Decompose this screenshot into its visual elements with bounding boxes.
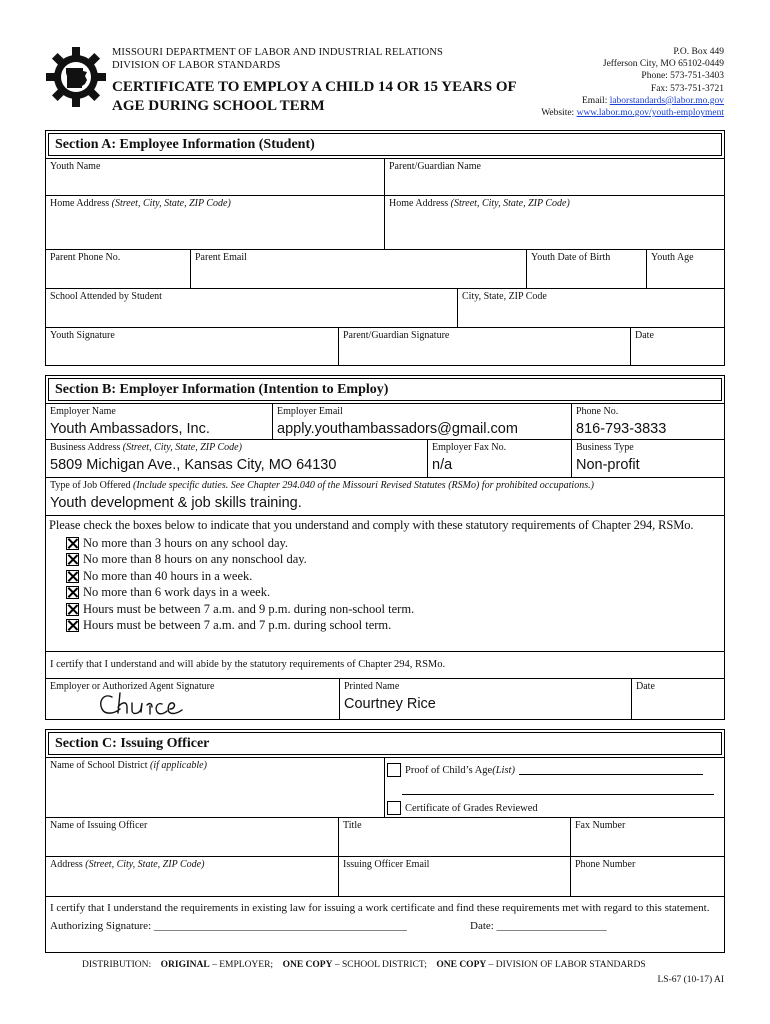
section-c-row-2 xyxy=(45,818,725,857)
distribution-copy-2-to: – DIVISION OF LABOR STANDARDS xyxy=(486,960,646,970)
parent-address-label xyxy=(389,198,720,210)
business-address-hint: (Street, City, State, ZIP Code) xyxy=(122,442,242,453)
section-c-certify-row xyxy=(45,897,725,953)
officer-address-field[interactable] xyxy=(46,857,339,896)
contact-fax: Fax: 573-751-3721 xyxy=(650,83,724,94)
youth-age-label: Youth Age xyxy=(651,252,694,263)
section-b-date-field[interactable] xyxy=(632,679,724,719)
requirements-block xyxy=(46,516,724,651)
officer-title-field[interactable] xyxy=(339,818,571,856)
requirement-text: Hours must be between 7 a.m. and 7 p.m. during school term. xyxy=(83,618,392,633)
requirement-item[interactable] xyxy=(66,585,721,602)
section-a-date-label: Date xyxy=(635,330,654,341)
section-c-row-3 xyxy=(45,857,725,897)
officer-certify-block xyxy=(46,897,724,952)
requirement-item[interactable] xyxy=(66,618,721,635)
parent-address-field[interactable] xyxy=(385,196,724,249)
officer-certify: I certify that I understand the requirements in existing law for issuing a work certificate and find these requirements met with regard to this statement. xyxy=(50,902,710,914)
officer-phone-label: Phone Number xyxy=(575,859,636,870)
business-address-label xyxy=(50,442,423,454)
form-title xyxy=(112,78,517,116)
employer-email-value: apply.youthambassadors@gmail.com xyxy=(277,421,518,437)
business-type-label: Business Type xyxy=(576,442,634,453)
parent-name-field[interactable] xyxy=(385,159,724,195)
employer-signature-field[interactable] xyxy=(46,679,340,719)
printed-name-value: Courtney Rice xyxy=(344,696,436,712)
school-field[interactable] xyxy=(46,289,458,327)
employer-fax-field[interactable] xyxy=(428,440,572,477)
state-seal-gear-icon xyxy=(45,46,107,108)
distribution-copy-2: ONE COPY xyxy=(436,960,487,970)
school-label: School Attended by Student xyxy=(50,291,162,302)
youth-signature-label: Youth Signature xyxy=(50,330,115,341)
requirement-item[interactable] xyxy=(66,552,721,569)
youth-age-field[interactable] xyxy=(647,250,724,288)
officer-title-label: Title xyxy=(343,820,362,831)
title-line-2: AGE DURING SCHOOL TERM xyxy=(112,98,325,114)
contact-city: Jefferson City, MO 65102-0449 xyxy=(602,59,724,70)
contact-website-line xyxy=(541,107,724,119)
parent-phone-label: Parent Phone No. xyxy=(50,252,121,263)
parent-address-hint: (Street, City, State, ZIP Code) xyxy=(450,198,570,209)
requirement-checkbox[interactable] xyxy=(66,603,79,616)
employer-certify: I certify that I understand and will abide by the statutory requirements of Chapter 294, RSMo. xyxy=(50,659,446,670)
requirement-item[interactable] xyxy=(66,568,721,585)
parent-email-label: Parent Email xyxy=(195,252,247,263)
employer-signature-label: Employer or Authorized Agent Signature xyxy=(50,681,215,692)
section-a-date-field[interactable] xyxy=(631,328,724,365)
officer-address-hint: (Street, City, State, ZIP Code) xyxy=(85,859,205,870)
section-a-title: Section A: Employee Information (Student) xyxy=(48,133,722,156)
requirement-checkbox[interactable] xyxy=(66,619,79,632)
school-district-label xyxy=(50,760,380,772)
business-address-label-text: Business Address xyxy=(50,442,123,453)
website-label: Website: xyxy=(541,108,577,119)
officer-address-label xyxy=(50,859,334,871)
authorizing-signature-row xyxy=(50,918,720,934)
handwritten-signature-icon xyxy=(94,687,189,719)
section-b-signature-row xyxy=(45,679,725,720)
distribution-copy-1-to: – SCHOOL DISTRICT; xyxy=(332,960,427,970)
youth-dob-label: Youth Date of Birth xyxy=(531,252,611,263)
employer-phone-value: 816-793-3833 xyxy=(576,421,667,437)
business-address-value: 5809 Michigan Ave., Kansas City, MO 64130 xyxy=(50,457,337,473)
parent-signature-field[interactable] xyxy=(339,328,631,365)
grades-reviewed-label: Certificate of Grades Reviewed xyxy=(405,802,538,814)
employer-name-value: Youth Ambassadors, Inc. xyxy=(50,421,210,437)
agency-line-2: DIVISION OF LABOR STANDARDS xyxy=(112,60,281,71)
contact-email-line xyxy=(541,95,724,107)
youth-dob-field[interactable] xyxy=(527,250,647,288)
title-line-1: CERTIFICATE TO EMPLOY A CHILD 14 OR 15 YEARS OF xyxy=(112,79,517,95)
school-city-label: City, State, ZIP Code xyxy=(462,291,547,302)
agency-line-1: MISSOURI DEPARTMENT OF LABOR AND INDUSTRIAL RELATIONS xyxy=(112,47,443,58)
section-c-header xyxy=(45,729,725,758)
proof-of-age-hint: (List) xyxy=(492,764,515,776)
section-a-row-5 xyxy=(45,328,725,366)
business-type-value: Non-profit xyxy=(576,457,640,473)
job-offered-field[interactable] xyxy=(46,478,724,515)
requirement-text: Hours must be between 7 a.m. and 9 p.m. during non-school term. xyxy=(83,601,415,616)
officer-email-label: Issuing Officer Email xyxy=(343,859,430,870)
business-type-field[interactable] xyxy=(572,440,724,477)
youth-name-label: Youth Name xyxy=(50,161,101,172)
section-a-row-4 xyxy=(45,289,725,328)
youth-name-field[interactable] xyxy=(46,159,385,195)
employer-name-field[interactable] xyxy=(46,404,273,439)
section-b-requirements-row xyxy=(45,516,725,652)
age-proof-block xyxy=(385,758,724,817)
parent-address-label-text: Home Address xyxy=(389,198,451,209)
youth-signature-field[interactable] xyxy=(46,328,339,365)
agency-name xyxy=(112,46,443,72)
requirement-item[interactable] xyxy=(66,535,721,552)
parent-phone-field[interactable] xyxy=(46,250,191,288)
officer-phone-field[interactable] xyxy=(571,857,724,896)
job-offered-label xyxy=(50,480,720,492)
requirement-checkbox[interactable] xyxy=(66,570,79,583)
distribution-original: ORIGINAL xyxy=(160,960,210,970)
authorizing-signature-line[interactable]: Authorizing Signature: ______________________________________________ xyxy=(50,920,407,932)
parent-email-field[interactable] xyxy=(191,250,527,288)
employer-email-label: Employer Email xyxy=(277,406,343,417)
section-b-row-1 xyxy=(45,404,725,440)
youth-address-field[interactable] xyxy=(46,196,385,249)
email-label: Email: xyxy=(582,95,610,106)
school-district-field[interactable] xyxy=(46,758,385,817)
section-a-row-1 xyxy=(45,159,725,196)
employer-fax-value: n/a xyxy=(432,457,453,473)
section-b-row-3 xyxy=(45,478,725,516)
youth-address-label xyxy=(50,198,380,210)
requirement-text: No more than 40 hours in a week. xyxy=(83,568,253,583)
officer-email-field[interactable] xyxy=(339,857,571,896)
business-address-field[interactable] xyxy=(46,440,428,477)
job-offered-hint: (Include specific duties. See Chapter 294.040 of the Missouri Revised Statutes (RSMo) for prohibited occupations.) xyxy=(132,480,594,491)
distribution-line xyxy=(82,960,646,970)
authorizing-date-line[interactable]: Date: ____________________ xyxy=(470,920,607,932)
school-district-hint: (if applicable) xyxy=(149,760,207,771)
po-box: P.O. Box 449 xyxy=(673,47,724,57)
section-b-header xyxy=(45,375,725,404)
section-b-row-2 xyxy=(45,440,725,478)
requirement-text: No more than 3 hours on any school day. xyxy=(83,535,289,550)
requirement-checkbox[interactable] xyxy=(66,586,79,599)
distribution-copy-1: ONE COPY xyxy=(282,960,333,970)
officer-fax-label: Fax Number xyxy=(575,820,626,831)
proof-of-age-checkbox[interactable] xyxy=(387,763,401,777)
contact-phone: Phone: 573-751-3403 xyxy=(641,71,724,82)
section-c-row-1 xyxy=(45,758,725,818)
requirements-instructions: Please check the boxes below to indicate that you understand and comply with these statutory requirements of Chapter 294, RSMo. xyxy=(49,518,694,532)
employer-name-label: Employer Name xyxy=(50,406,116,417)
requirement-checkbox[interactable] xyxy=(66,537,79,550)
form-id: LS-67 (10-17) AI xyxy=(657,975,724,985)
employer-fax-label: Employer Fax No. xyxy=(432,442,507,453)
employer-email-field[interactable] xyxy=(273,404,572,439)
job-offered-label-text: Type of Job Offered xyxy=(50,480,133,491)
email-link[interactable]: laborstandards@labor.mo.gov xyxy=(609,95,724,106)
issuing-officer-label: Name of Issuing Officer xyxy=(50,820,148,831)
printed-name-label: Printed Name xyxy=(344,681,400,692)
section-a-header xyxy=(45,130,725,159)
printed-name-field[interactable] xyxy=(340,679,632,719)
requirement-text: No more than 6 work days in a week. xyxy=(83,585,271,600)
section-b-title: Section B: Employer Information (Intention to Employ) xyxy=(48,378,722,401)
requirement-item[interactable] xyxy=(66,601,721,618)
parent-signature-label: Parent/Guardian Signature xyxy=(343,330,450,341)
contact-block xyxy=(541,46,724,119)
distribution-original-to: – EMPLOYER; xyxy=(209,960,274,970)
job-offered-value: Youth development & job skills training. xyxy=(50,495,302,511)
issuing-officer-field[interactable] xyxy=(46,818,339,856)
officer-address-label-text: Address xyxy=(50,859,86,870)
officer-fax-field[interactable] xyxy=(571,818,724,856)
employer-phone-label: Phone No. xyxy=(576,406,619,417)
parent-name-label: Parent/Guardian Name xyxy=(389,161,481,172)
proof-of-age-line-2[interactable] xyxy=(402,794,714,795)
proof-of-age-row[interactable] xyxy=(387,763,703,777)
school-district-label-text: Name of School District xyxy=(50,760,150,771)
distribution-label: DISTRIBUTION: xyxy=(82,960,152,970)
section-b-date-label: Date xyxy=(636,681,655,692)
requirement-text: No more than 8 hours on any nonschool day. xyxy=(83,552,307,567)
section-c-title: Section C: Issuing Officer xyxy=(48,732,722,755)
employer-phone-field[interactable] xyxy=(572,404,724,439)
school-city-field[interactable] xyxy=(458,289,724,327)
requirements-list xyxy=(66,535,721,634)
youth-address-label-text: Home Address xyxy=(50,198,112,209)
section-a-row-2 xyxy=(45,196,725,250)
requirement-checkbox[interactable] xyxy=(66,553,79,566)
proof-of-age-label: Proof of Child’s Age xyxy=(405,764,493,776)
proof-of-age-line[interactable] xyxy=(519,765,703,775)
grades-reviewed-checkbox[interactable] xyxy=(387,801,401,815)
grades-reviewed-row[interactable] xyxy=(387,801,538,815)
website-link[interactable]: www.labor.mo.gov/youth-employment xyxy=(576,108,724,119)
youth-address-hint: (Street, City, State, ZIP Code) xyxy=(111,198,231,209)
section-a-row-3 xyxy=(45,250,725,289)
section-b-certify-row xyxy=(45,652,725,679)
